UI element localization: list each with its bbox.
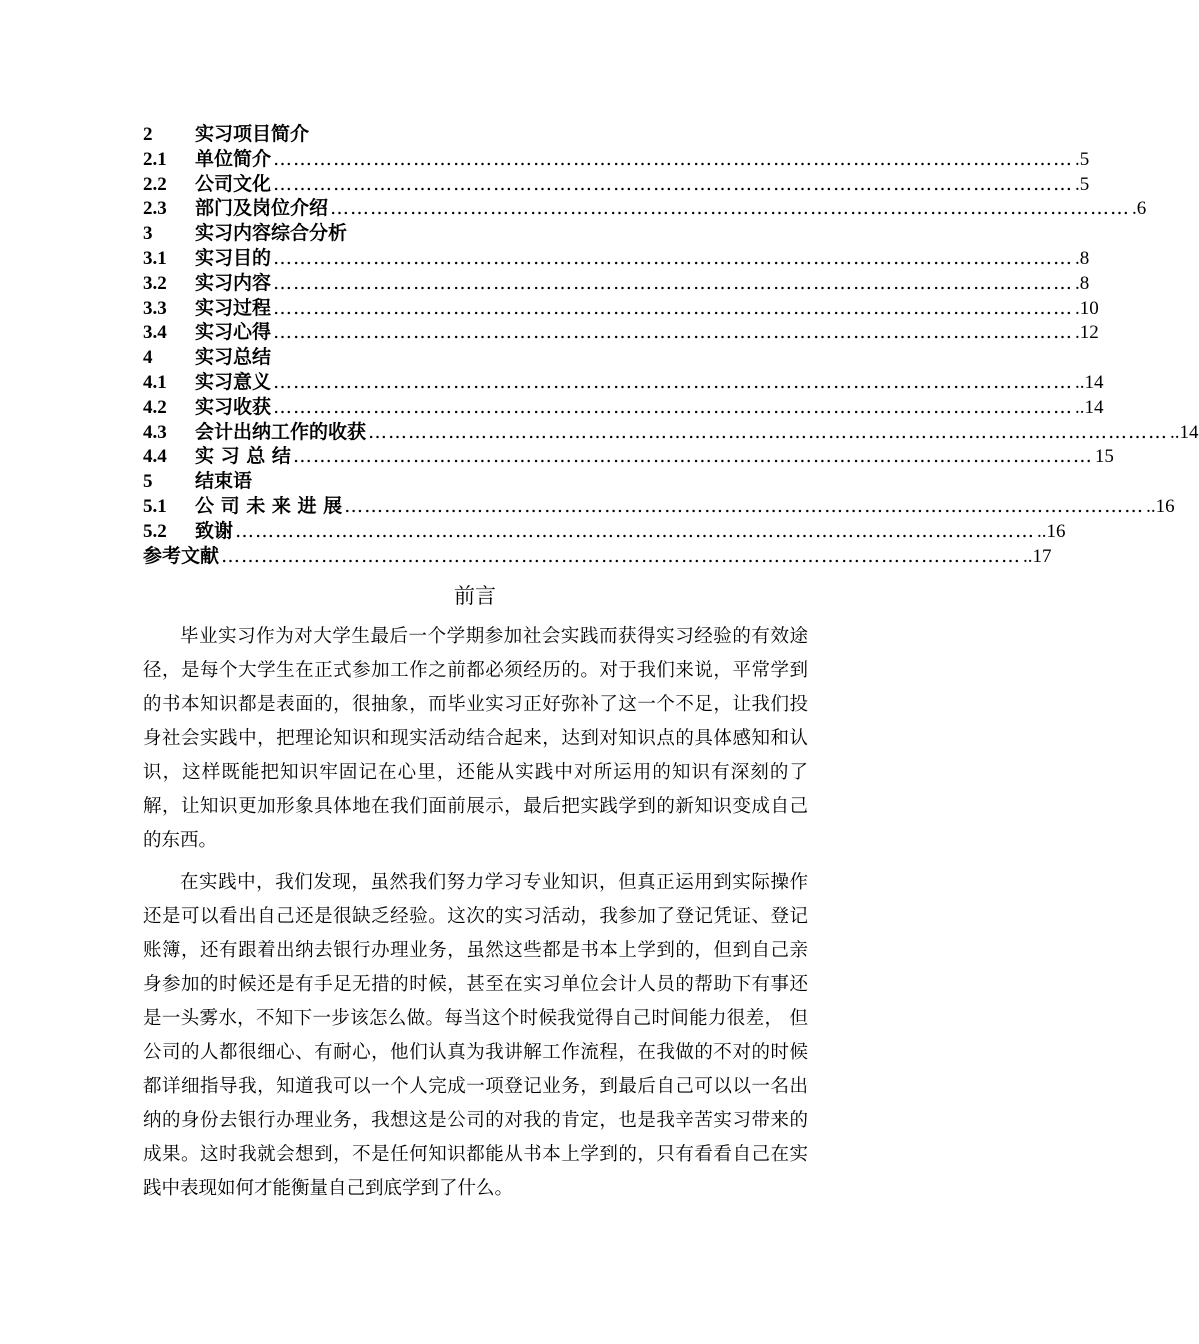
toc-title: 实习目的	[195, 246, 272, 269]
toc-title: 实 习 总 结	[195, 445, 291, 468]
toc-leader-dots: …………………………………………………………………………………………………………	[273, 246, 1074, 269]
toc-leader-dots: …………………………………………………………………………………………………………	[235, 519, 1036, 542]
toc-entry[interactable]	[143, 420, 1199, 445]
toc-leader-dots: …………………………………………………………………………………………………………	[221, 544, 1022, 567]
toc-number: 4.2	[143, 396, 167, 418]
toc-title: 会计出纳工作的收获	[195, 420, 367, 443]
toc-leader-dots: …………………………………………………………………………………………………………	[273, 370, 1074, 393]
toc-number: 2.3	[143, 198, 167, 220]
toc-leader-dots: …………………………………………………………………………………………………………	[273, 147, 1074, 170]
toc-title: 实习过程	[195, 296, 272, 319]
preface-heading: 前言	[454, 584, 496, 608]
toc-entry[interactable]	[143, 395, 1104, 420]
toc-number: 3.4	[143, 322, 167, 344]
toc-page-number: ..17	[1023, 545, 1052, 567]
toc-leader-dots: …………………………………………………………………………………………………………	[292, 445, 1093, 468]
toc-entry[interactable]	[143, 519, 1066, 544]
toc-title: 参考文献	[143, 544, 220, 567]
toc-leader-dots: …………………………………………………………………………………………………………	[273, 395, 1074, 418]
toc-title: 实习内容综合分析	[195, 222, 348, 245]
toc-title: 实习总结	[195, 346, 272, 369]
toc-title: 单位简介	[195, 147, 272, 170]
toc-number: 4.4	[143, 446, 167, 468]
toc-leader-dots: …………………………………………………………………………………………………………	[368, 420, 1169, 443]
toc-entry[interactable]	[143, 444, 1114, 469]
toc-entry[interactable]	[143, 544, 1052, 569]
toc-number: 5.1	[143, 495, 167, 517]
toc-page-number: .12	[1075, 322, 1099, 344]
toc-entry[interactable]	[143, 196, 1147, 221]
toc-page-number: .10	[1075, 297, 1099, 319]
toc-number: 2	[143, 124, 153, 145]
toc-entry[interactable]	[143, 320, 1099, 345]
toc-page-number: ..14	[1075, 396, 1104, 418]
toc-number: 3	[143, 223, 153, 245]
toc-page-number: .6	[1132, 198, 1147, 220]
toc-leader-dots: …………………………………………………………………………………………………………	[273, 271, 1074, 294]
toc-title: 部门及岗位介绍	[195, 197, 329, 220]
toc-page-number: 15	[1094, 446, 1114, 468]
toc-title: 实习收获	[195, 395, 272, 418]
toc-title: 实习心得	[195, 321, 272, 344]
toc-section[interactable]	[143, 221, 808, 246]
preface-paragraph-2: 在实践中，我们发现，虽然我们努力学习专业知识，但真正运用到实际操作还是可以看出自己还是很缺乏经验。这次的实习活动，我参加了登记凭证、登记账簿，还有跟着出纳去银行办理业务，虽然这些都是书本上学到的，但到自己亲身参加的时候还是有手足无措的时候，甚至在实习单位会计人员的帮助下有事还是一头雾水，不知下一步该怎么做。每当这个时候我觉得自己时间能力很差， 但公司的人都很细心、有耐心，他们认真为我讲解工作流程，在我做的不对的时候都详细指导我，知道我可以一个人完成一项登记业务，到最后自己可以以一名出纳的身份去银行办理业务，我想这是公司的对我的肯定，也是我辛苦实习带来的成果。这时我就会想到，不是任何知识都能从书本上学到的，只有看看自己在实践中表现如何才能衡量自己到底学到了什么。	[143, 872, 808, 1199]
table-of-contents	[143, 122, 1199, 568]
toc-leader-dots: …………………………………………………………………………………………………………	[330, 197, 1131, 220]
preface-paragraph-1: 毕业实习作为对大学生最后一个学期参加社会实践而获得实习经验的有效途径，是每个大学生在正式参加工作之前都必须经历的。对于我们来说，平常学到的书本知识都是表面的，很抽象，而毕业实习正好弥补了这一个不足，让我们投身社会实践中，把理论知识和现实活动结合起来，达到对知识点的具体感知和认识，这样既能把知识牢固记在心里，还能从实践中对所运用的知识有深刻的了解，让知识更加形象具体地在我们面前展示，最后把实践学到的新知识变成自己的东西。	[143, 626, 808, 851]
toc-number: 2.2	[143, 173, 167, 195]
toc-number: 4	[143, 347, 153, 369]
toc-entry[interactable]	[143, 271, 1090, 296]
toc-section[interactable]	[143, 469, 808, 494]
toc-section[interactable]	[143, 345, 808, 370]
toc-page-number: ..14	[1170, 421, 1199, 443]
toc-entry[interactable]	[143, 147, 1090, 172]
toc-page-number: .5	[1075, 173, 1090, 195]
toc-page-number: ..16	[1037, 520, 1066, 542]
toc-title: 实习意义	[195, 370, 272, 393]
toc-number: 4.3	[143, 421, 167, 443]
toc-entry[interactable]	[143, 494, 1175, 519]
toc-number: 3.3	[143, 297, 167, 319]
toc-entry[interactable]	[143, 296, 1099, 321]
toc-number: 5	[143, 471, 153, 493]
toc-entry[interactable]	[143, 370, 1104, 395]
toc-title: 结束语	[195, 470, 253, 493]
toc-entry[interactable]	[143, 246, 1090, 271]
toc-number: 2.1	[143, 148, 167, 170]
toc-title: 公司文化	[195, 172, 272, 195]
toc-number: 3.2	[143, 272, 167, 294]
toc-title: 致谢	[195, 519, 234, 542]
toc-page-number: .8	[1075, 247, 1090, 269]
toc-page-number: ..14	[1075, 371, 1104, 393]
toc-page-number: .5	[1075, 148, 1090, 170]
toc-leader-dots: …………………………………………………………………………………………………………	[273, 296, 1074, 319]
toc-number: 4.1	[143, 371, 167, 393]
toc-section[interactable]	[143, 122, 808, 147]
toc-number: 5.2	[143, 520, 167, 542]
toc-entry[interactable]	[143, 172, 1090, 197]
preface-body	[143, 620, 808, 1214]
toc-title: 实习内容	[195, 271, 272, 294]
toc-page-number: .8	[1075, 272, 1090, 294]
toc-title: 实习项目简介	[195, 123, 310, 145]
toc-leader-dots: …………………………………………………………………………………………………………	[344, 494, 1145, 517]
toc-page-number: ..16	[1146, 495, 1175, 517]
toc-leader-dots: …………………………………………………………………………………………………………	[273, 321, 1074, 344]
toc-number: 3.1	[143, 247, 167, 269]
toc-leader-dots: …………………………………………………………………………………………………………	[273, 172, 1074, 195]
toc-title: 公 司 未 来 进 展	[195, 494, 343, 517]
